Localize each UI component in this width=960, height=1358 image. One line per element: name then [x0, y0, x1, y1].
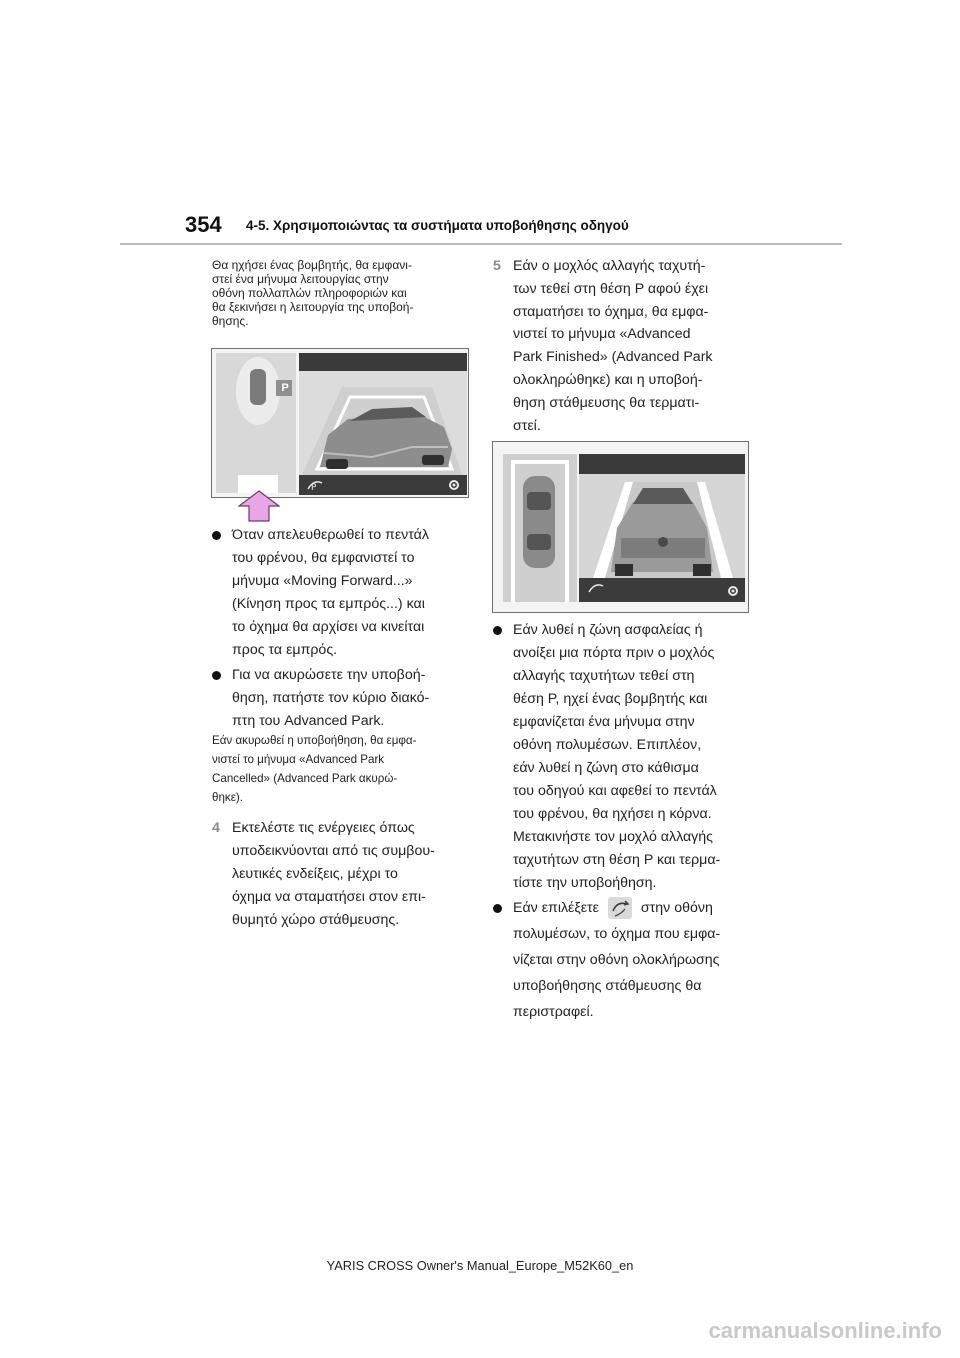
text-line: πτη του Advanced Park. — [232, 713, 385, 729]
text-line: θηση, πατήστε τον κύριο διακό- — [232, 690, 430, 706]
text-line: εμφανίζεται ένα μήνυμα στην — [513, 714, 695, 730]
bullet-dot — [212, 671, 221, 680]
text-line: σταματήσει το όχημα, θα εμφα- — [513, 303, 709, 320]
text-line: ταχυτήτων στη θέση P και τερμα- — [513, 852, 721, 868]
intro-paragraph — [212, 258, 482, 328]
text-line: αλλαγής ταχυτήτων τεθεί στη — [513, 668, 695, 684]
text-line: θέση P, ηχεί ένας βομβητής και — [513, 691, 708, 707]
watermark: carmanualsonline.info — [708, 1318, 942, 1343]
text-line: νιστεί το μήνυμα «Advanced — [513, 326, 691, 343]
text-line: Εάν λυθεί η ζώνη ασφαλείας ή — [513, 622, 703, 638]
text-line: ανοίξει μια πόρτα πριν ο μοχλός — [513, 645, 715, 661]
text-line: θυμητό χώρο στάθμευσης. — [232, 912, 400, 928]
text-line: των τεθεί στη θέση P αφού έχει — [513, 280, 709, 297]
parking-screen-figure-2 — [492, 441, 749, 613]
text-line: οθόνη πολυμέσων. Επιπλέον, — [513, 737, 702, 753]
bullet-cancel-assist — [212, 664, 482, 733]
parking-finished-illustration — [493, 442, 748, 612]
bullet-rotate-view — [493, 895, 763, 1025]
text-line: τίστε την υποβοήθηση. — [513, 875, 657, 891]
bullet-dot — [212, 531, 221, 540]
section-title: 4-5. Χρησιμοποιώντας τα συστήματα υποβοήθησης οδηγού — [246, 218, 629, 233]
text-line: οθόνη πολλαπλών πληροφοριών και — [212, 286, 407, 300]
text-line: θηση στάθμευσης θα τερματι- — [513, 394, 700, 411]
text-line: νιστεί το μήνυμα «Advanced Park — [212, 753, 385, 766]
text-line: Εάν ο μοχλός αλλαγής ταχυτή- — [513, 258, 706, 274]
step-number: 4 — [212, 820, 220, 836]
up-arrow-icon — [238, 490, 280, 522]
text-segment: στην οθόνη — [640, 900, 713, 916]
text-line: υποβοήθησης στάθμευσης θα — [513, 978, 702, 994]
text-line: πολυμέσων, το όχημα που εμφα- — [513, 926, 721, 942]
car-top-view-icon — [523, 476, 555, 568]
text-line: υποδεικνύονται από τις συμβου- — [232, 843, 435, 859]
text-line: Park Finished» (Advanced Park — [513, 349, 713, 366]
bullet-dot — [493, 626, 502, 635]
text-line: (Κίνηση προς τα εμπρός...) και — [232, 596, 425, 612]
footer-manual-title: YARIS CROSS Owner's Manual_Europe_M52K60_en — [326, 1258, 634, 1273]
svg-text:P: P — [311, 483, 317, 493]
step-4 — [212, 817, 482, 932]
text-line: θησης. — [212, 314, 249, 328]
text-segment: Εάν επιλέξετε — [513, 900, 599, 916]
text-line: Μετακινήστε τον μοχλό αλλαγής — [513, 829, 713, 845]
parking-screen-figure-1 — [211, 348, 469, 498]
text-line: του φρένου, θα ηχήσει η κόρνα. — [513, 806, 712, 822]
step-number: 5 — [493, 258, 501, 274]
bullet-seatbelt-door — [493, 619, 763, 895]
rotate-view-icon — [608, 897, 632, 919]
text-line: Όταν απελευθερωθεί το πεντάλ — [232, 527, 429, 543]
text-line: λευτικές ενδείξεις, μέχρι το — [232, 866, 398, 882]
header-rule — [120, 243, 842, 245]
parking-screen-illustration — [212, 349, 468, 497]
text-line: στεί ένα μήνυμα λειτουργίας στην — [212, 272, 389, 286]
bullet-moving-forward — [212, 524, 482, 662]
text-line: εάν λυθεί η ζώνη στο κάθισμα — [513, 760, 699, 776]
text-line: όχημα να σταματήσει στον επι- — [232, 889, 426, 905]
text-line: το όχημα θα αρχίσει να κινείται — [232, 619, 425, 635]
text-line: του φρένου, θα εμφανιστεί το — [232, 550, 415, 566]
car-top-view-icon — [250, 369, 266, 405]
text-line: στεί. — [513, 417, 541, 434]
text-line: νίζεται στην οθόνη ολοκλήρωσης — [513, 952, 720, 968]
text-line: Εκτελέστε τις ενέργειες όπως — [232, 820, 415, 836]
text-line: Για να ακυρώσετε την υποβοή- — [232, 667, 426, 683]
cancel-note — [212, 731, 482, 807]
bullet-dot — [493, 904, 502, 913]
step-5 — [493, 255, 763, 437]
text-line: ολοκληρώθηκε) και η υποβοή- — [513, 371, 703, 388]
text-line: θα ξεκινήσει η λειτουργία της υποβοή- — [212, 300, 414, 314]
parking-p-marker: P — [281, 382, 289, 394]
text-line: του οδηγού και αφεθεί το πεντάλ — [513, 783, 717, 799]
text-line: προς τα εμπρός. — [232, 642, 338, 658]
text-line: Cancelled» (Advanced Park ακυρώ- — [212, 772, 398, 785]
page-number: 354 — [185, 212, 222, 237]
text-line: περιστραφεί. — [513, 1004, 594, 1020]
text-line — [513, 895, 763, 921]
text-line: θηκε). — [212, 791, 243, 804]
text-line: μήνυμα «Moving Forward...» — [232, 573, 413, 589]
text-line: Εάν ακυρωθεί η υποβοήθηση, θα εμφα- — [212, 734, 417, 747]
text-line: Θα ηχήσει ένας βομβητής, θα εμφανι- — [212, 258, 412, 272]
